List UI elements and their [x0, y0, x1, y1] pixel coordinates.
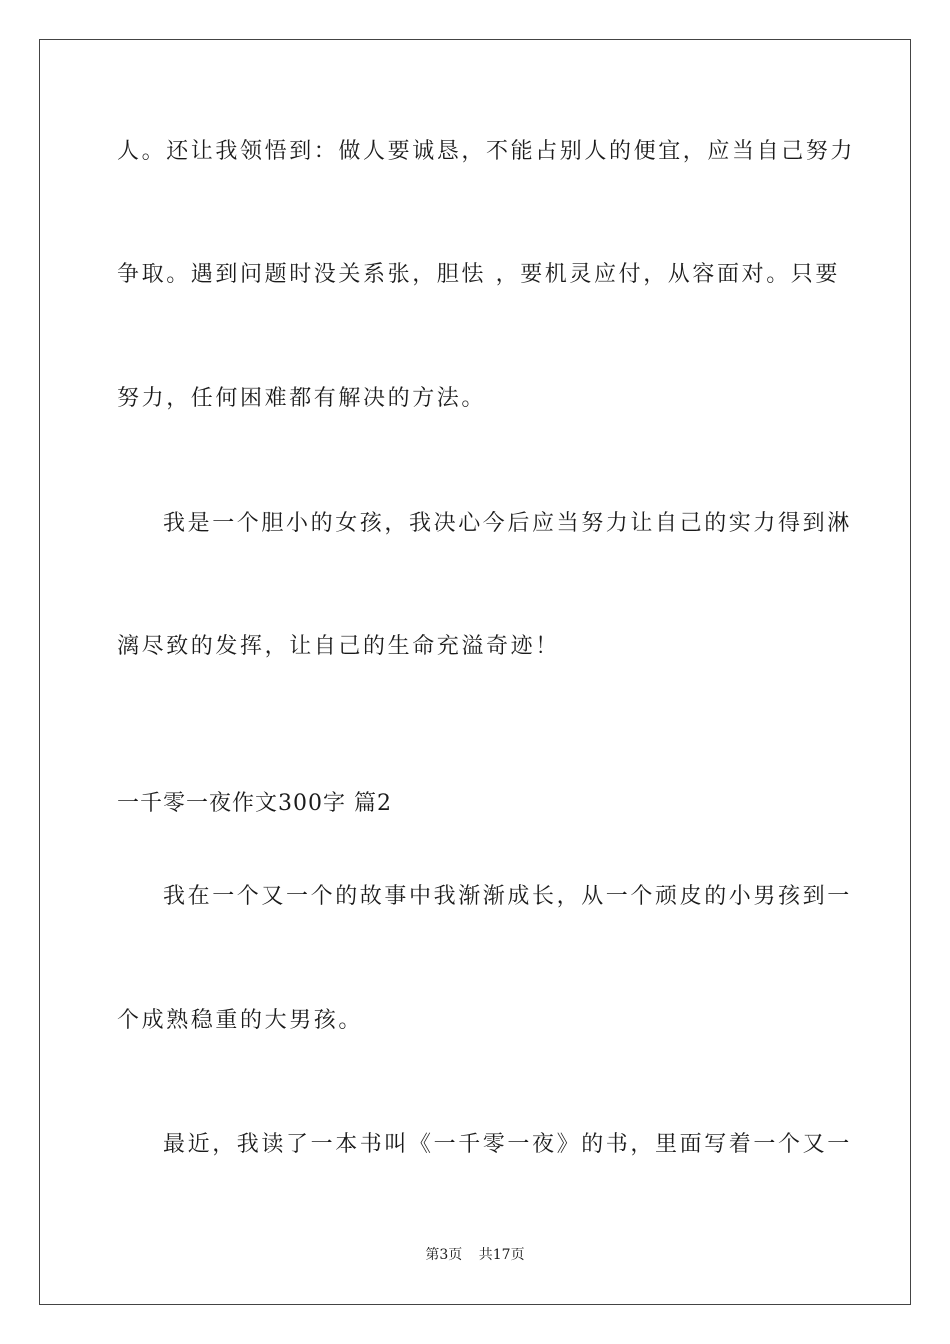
- section-heading: 一千零一夜作文300字 篇2: [117, 791, 392, 816]
- page-footer: [0, 1246, 950, 1264]
- paragraph-line: 漓尽致的发挥，让自己的生命充溢奇迹！: [117, 634, 560, 659]
- paragraph-line: 最近，我读了一本书叫《一千零一夜》的书，里面写着一个又一: [163, 1132, 852, 1157]
- paragraph-line: 我在一个又一个的故事中我渐渐成长，从一个顽皮的小男孩到一: [163, 884, 852, 909]
- paragraph-line: 努力，任何困难都有解决的方法。: [117, 386, 487, 411]
- paragraph-line: 个成熟稳重的大男孩。: [117, 1008, 364, 1033]
- paragraph-line: 争取。遇到问题时没关系张，胆怯 ，要机灵应付，从容面对。只要: [117, 262, 840, 287]
- page-border: [39, 39, 911, 1305]
- page-total: 共17页: [478, 1247, 525, 1263]
- paragraph-line: 人。还让我领悟到：做人要诚恳，不能占别人的便宜，应当自己努力: [117, 139, 856, 164]
- paragraph-line: 我是一个胆小的女孩，我决心今后应当努力让自己的实力得到淋: [163, 511, 852, 536]
- page-number: 第3页: [425, 1247, 463, 1263]
